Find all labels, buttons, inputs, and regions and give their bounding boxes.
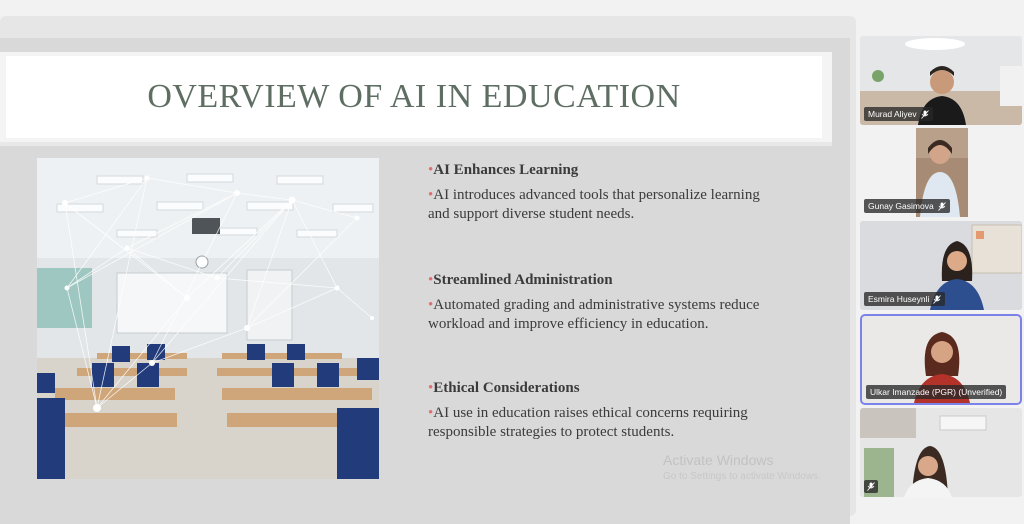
participant-tile[interactable] (860, 408, 1022, 497)
activate-windows-watermark: Activate Windows (663, 452, 774, 468)
participant-tile[interactable] (860, 221, 1022, 310)
bullet-heading: •AI Enhances Learning (428, 162, 579, 178)
mic-muted-icon (921, 110, 929, 119)
participant-name-tag (864, 480, 878, 493)
participant-tile[interactable] (860, 128, 1022, 217)
mic-muted-icon (938, 202, 946, 211)
participant-tile[interactable] (860, 36, 1022, 125)
bullet-text: •AI introduces advanced tools that personalize learning and support diverse student needs. (428, 187, 760, 222)
participant-name-tag: Gunay Gasimova (864, 199, 950, 213)
participant-name-tag: Ulkar Imanzade (PGR) (Unverified) (866, 385, 1006, 399)
slide-title: OVERVIEW OF AI IN EDUCATION (147, 78, 681, 115)
classroom-image (37, 158, 379, 479)
shared-screen (0, 16, 856, 516)
bullet-heading: •Ethical Considerations (428, 380, 580, 396)
activate-windows-hint: Go to Settings to activate Windows. (663, 471, 821, 482)
participant-name-tag: Esmira Huseynli (864, 292, 945, 306)
bullet-text: •Automated grading and administrative systems reduce workload and improve efficiency in education. (428, 297, 760, 332)
bullet-text: •AI use in education raises ethical concerns requiring responsible strategies to protect students. (428, 405, 748, 440)
mic-muted-icon (867, 482, 875, 491)
mic-muted-icon (933, 295, 941, 304)
bullet-heading: •Streamlined Administration (428, 272, 613, 288)
participant-name-tag: Murad Aliyev (864, 107, 933, 121)
participant-tile-active-speaker[interactable] (862, 316, 1020, 403)
slide-title-band (0, 52, 832, 146)
